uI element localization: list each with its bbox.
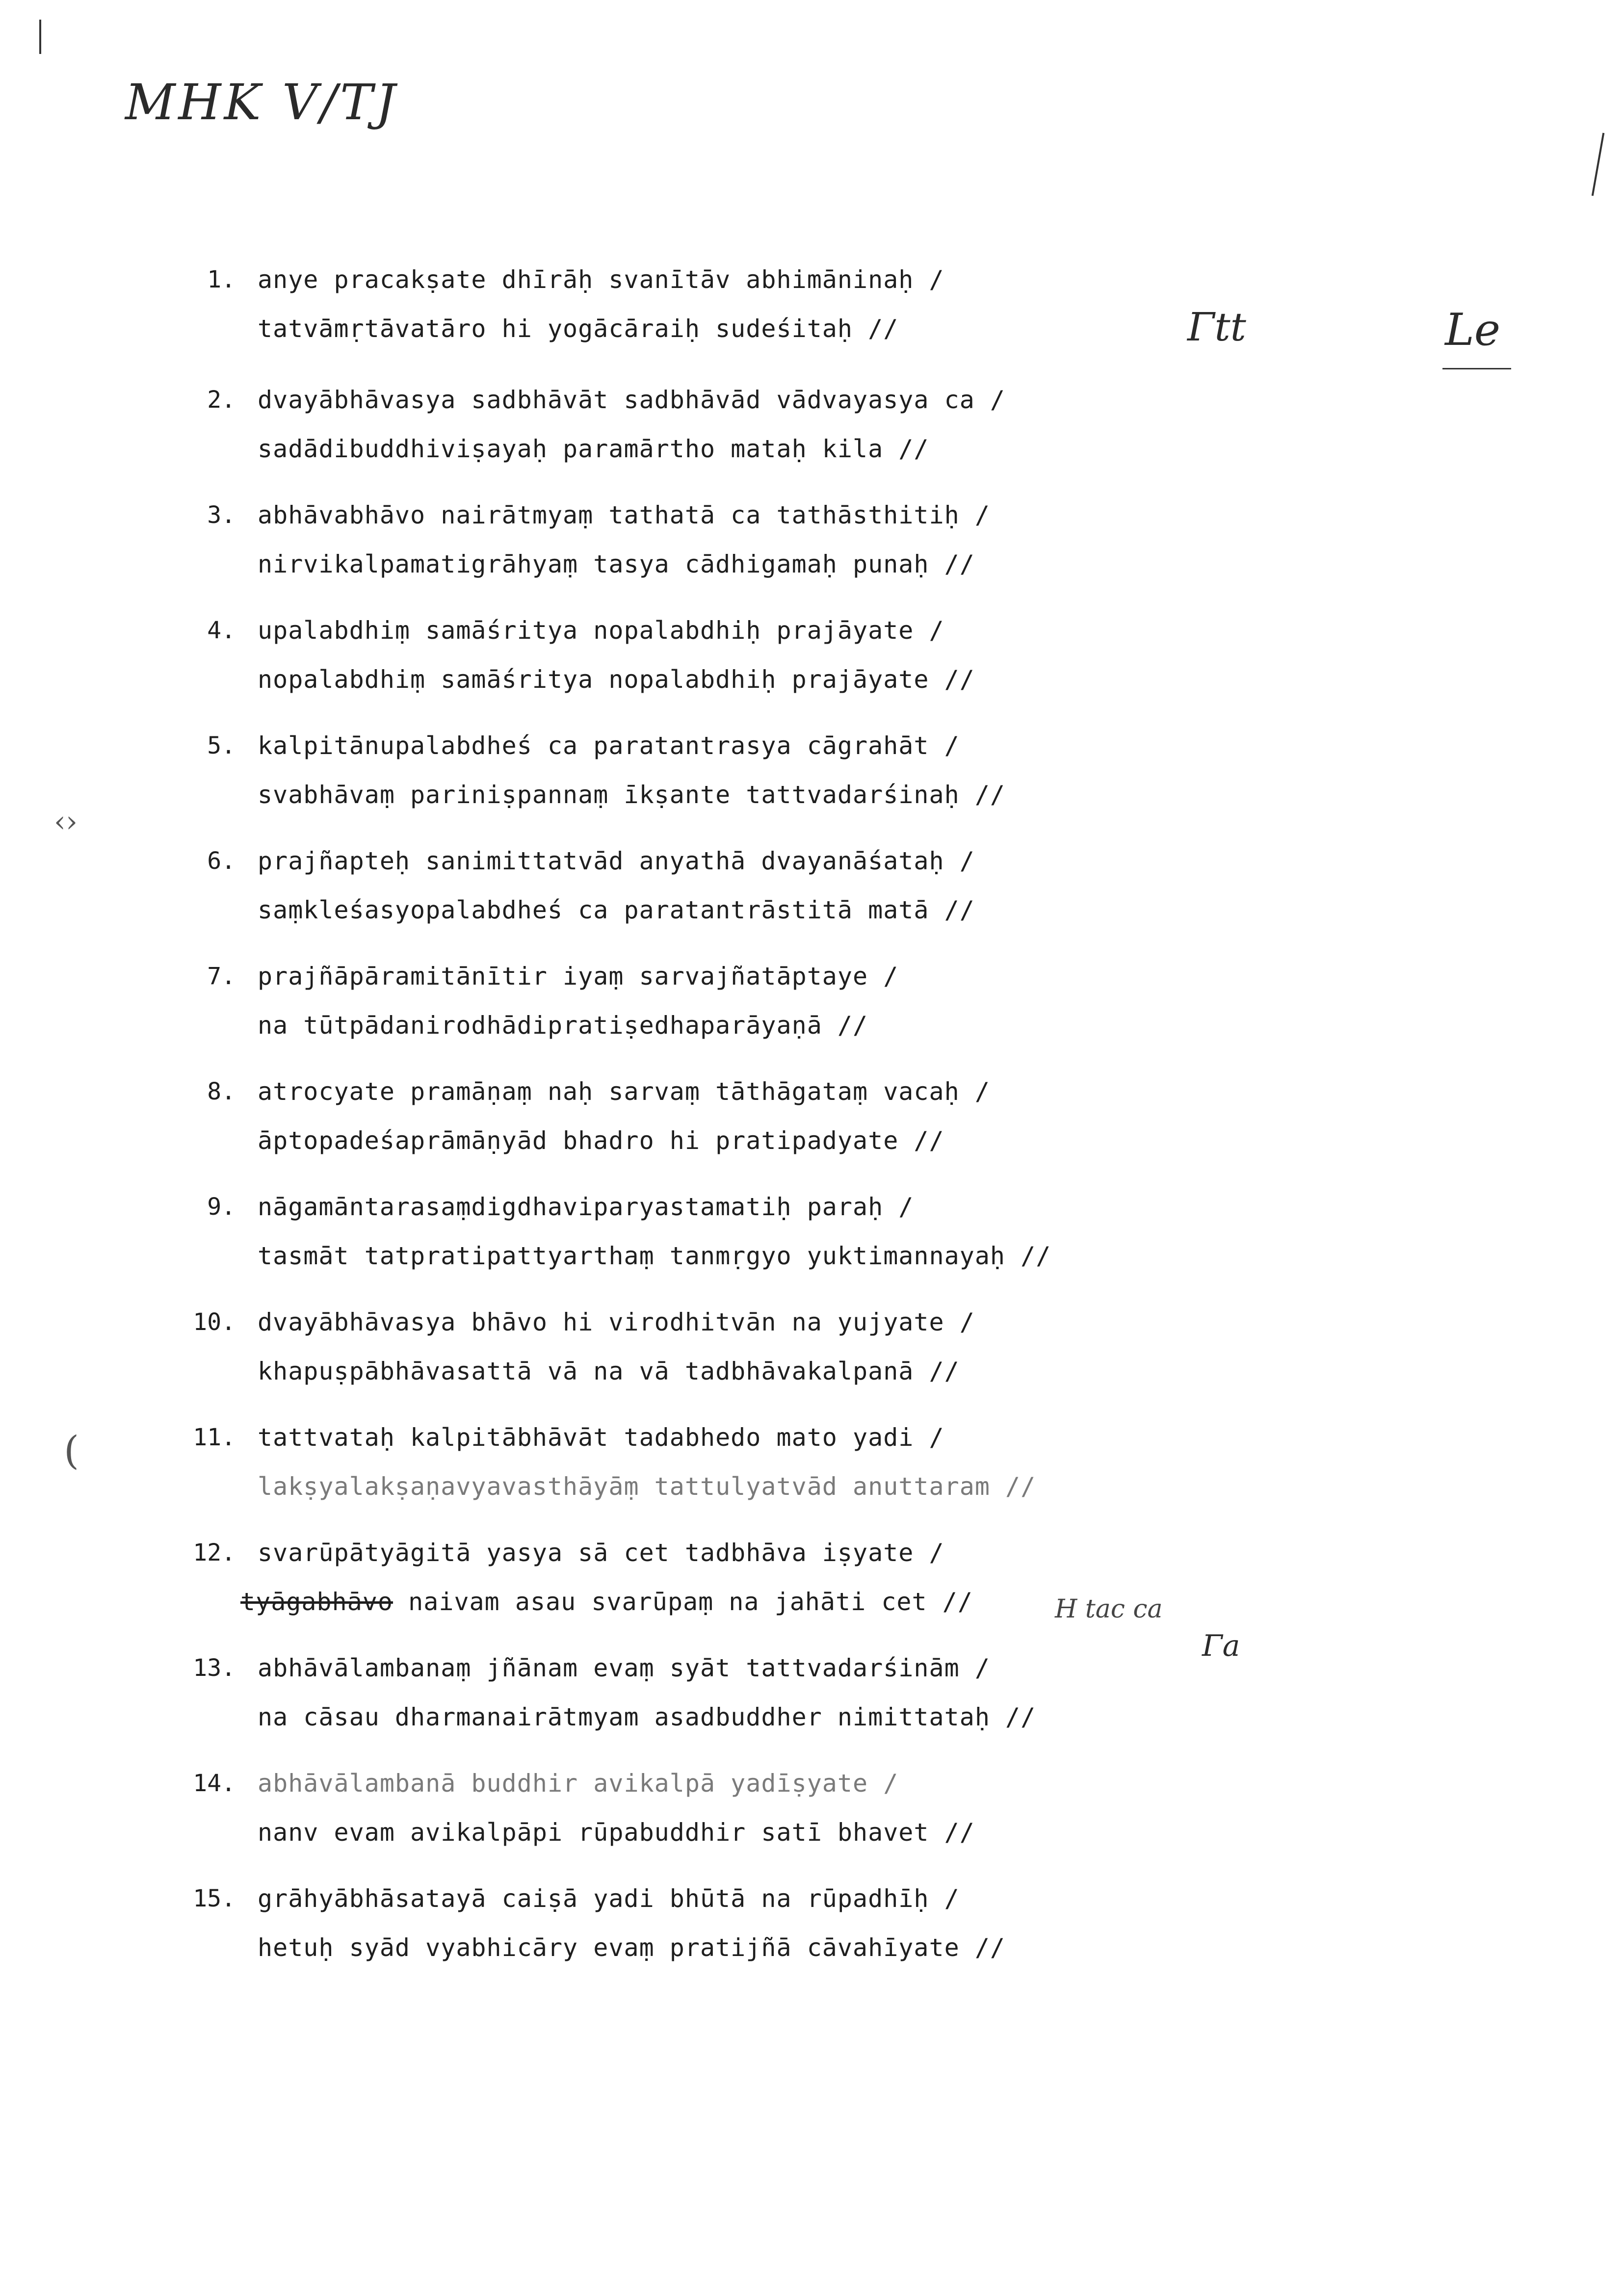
verse-number: 7.: [207, 963, 236, 990]
verse-line: [240, 1587, 973, 1617]
margin-note: H tac ca: [1055, 1594, 1163, 1624]
margin-mark: [39, 20, 41, 54]
verse-line: upalabdhiṃ samāśritya nopalabdhiḥ prajāyate /: [258, 616, 944, 645]
margin-note: Γtt: [1187, 304, 1246, 350]
margin-mark: [1592, 133, 1605, 196]
verse-line-text: naivam asau svarūpaṃ na jahāti cet //: [393, 1588, 973, 1616]
verse-line: āptopadeśaprāmāṇyād bhadro hi pratipadyate //: [258, 1126, 944, 1155]
verse-line: abhāvabhāvo nairātmyaṃ tathatā ca tathāsthitiḥ /: [258, 501, 990, 529]
verse-line: na tūtpādanirodhādipratiṣedhaparāyaṇā //: [258, 1011, 868, 1040]
margin-note: Γa: [1202, 1629, 1240, 1663]
verse-line: tasmāt tatpratipattyarthaṃ tanmṛgyo yuktimannayaḥ //: [258, 1242, 1051, 1270]
verse-line: sadādibuddhiviṣayaḥ paramārtho mataḥ kila //: [258, 435, 929, 463]
verse-line: dvayābhāvasya bhāvo hi virodhitvān na yujyate /: [258, 1308, 975, 1336]
verse-number: 11.: [193, 1424, 236, 1451]
verse-line: kalpitānupalabdheś ca paratantrasya cāgrahāt /: [258, 731, 960, 760]
verse-line: nāgamāntarasaṃdigdhaviparyastamatiḥ paraḥ /: [258, 1193, 914, 1221]
verse-line: lakṣyalakṣaṇavyavasthāyāṃ tattulyatvād anuttaram //: [258, 1472, 1036, 1501]
verse-line: na cāsau dharmanairātmyam asadbuddher nimittataḥ //: [258, 1703, 1036, 1731]
margin-underline: [1442, 368, 1511, 369]
verse-number: 15.: [193, 1885, 236, 1912]
verse-line: khapuṣpābhāvasattā vā na vā tadbhāvakalpanā //: [258, 1357, 960, 1385]
verse-line: abhāvālambanaṃ jñānam evaṃ syāt tattvadarśinām /: [258, 1654, 990, 1682]
verse-line: tattvataḥ kalpitābhāvāt tadabhedo mato yadi /: [258, 1423, 944, 1452]
verse-line: prajñapteḥ sanimittatvād anyathā dvayanāśataḥ /: [258, 847, 975, 875]
struck-text: tyāgabhāvo: [240, 1588, 393, 1616]
verse-line: nanv evam avikalpāpi rūpabuddhir satī bhavet //: [258, 1818, 975, 1847]
verse-line: svarūpātyāgitā yasya sā cet tadbhāva iṣyate /: [258, 1539, 944, 1567]
verse-line: grāhyābhāsatayā caiṣā yadi bhūtā na rūpadhīḥ /: [258, 1884, 960, 1913]
stray-mark: (: [64, 1428, 79, 1473]
verse-number: 1.: [207, 266, 236, 293]
verse-line: nopalabdhiṃ samāśritya nopalabdhiḥ prajāyate //: [258, 665, 975, 694]
stray-mark: ‹›: [54, 805, 78, 839]
verse-number: 5.: [207, 732, 236, 759]
verse-line: abhāvālambanā buddhir avikalpā yadīṣyate /: [258, 1769, 899, 1798]
verse-number: 6.: [207, 847, 236, 875]
verse-line: dvayābhāvasya sadbhāvāt sadbhāvād vādvayasya ca /: [258, 386, 1006, 414]
verse-line: atrocyate pramāṇaṃ naḥ sarvaṃ tāthāgataṃ vacaḥ /: [258, 1077, 990, 1106]
margin-note: Le: [1445, 304, 1501, 356]
verse-line: tatvāmṛtāvatāro hi yogācāraiḥ sudeśitaḥ //: [258, 314, 899, 343]
verse-number: 9.: [207, 1193, 236, 1221]
verse-line: svabhāvaṃ pariniṣpannaṃ īkṣante tattvadarśinaḥ //: [258, 781, 1006, 809]
verse-number: 12.: [193, 1539, 236, 1566]
verse-number: 3.: [207, 501, 236, 529]
verse-line: prajñāpāramitānītir iyaṃ sarvajñatāptaye /: [258, 962, 899, 991]
verse-line: saṃkleśasyopalabdheś ca paratantrāstitā matā //: [258, 896, 975, 924]
verse-line: anye pracakṣate dhīrāḥ svanītāv abhimāninaḥ /: [258, 265, 944, 294]
verse-number: 14.: [193, 1770, 236, 1797]
handwritten-title: MHK V/TJ: [125, 74, 398, 131]
verse-number: 13.: [193, 1654, 236, 1682]
verse-number: 4.: [207, 617, 236, 644]
verse-number: 2.: [207, 386, 236, 414]
verse-number: 10.: [193, 1308, 236, 1336]
verse-line: hetuḥ syād vyabhicāry evaṃ pratijñā cāvahīyate //: [258, 1933, 1006, 1962]
verse-number: 8.: [207, 1078, 236, 1105]
verse-line: nirvikalpamatigrāhyaṃ tasya cādhigamaḥ punaḥ //: [258, 550, 975, 578]
